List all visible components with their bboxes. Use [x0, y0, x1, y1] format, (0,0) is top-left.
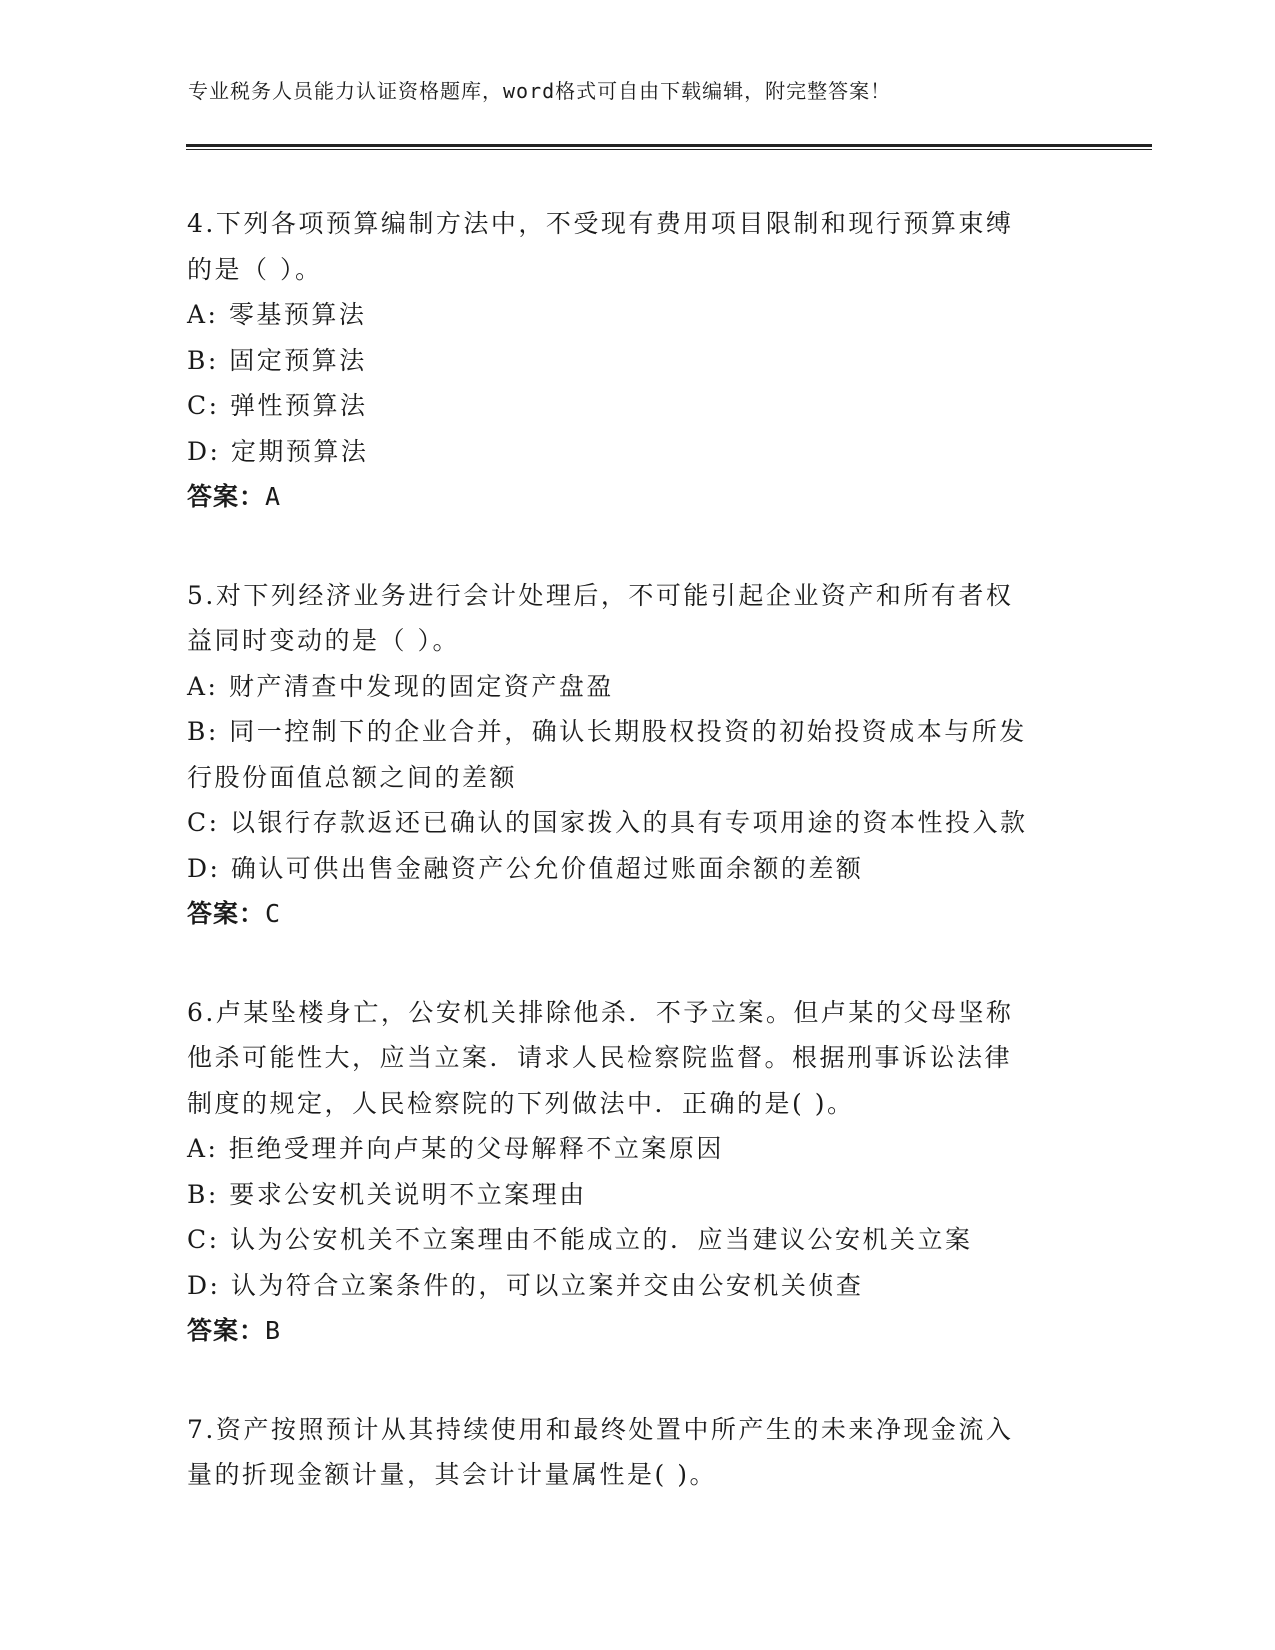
question-4 [187, 201, 1087, 520]
stem-line: 6.卢某坠楼身亡，公安机关排除他杀．不予立案。但卢某的父母坚称 [187, 997, 1014, 1027]
question-stem [187, 201, 1087, 292]
option-b: B: 要求公安机关说明不立案理由 [187, 1179, 587, 1209]
option-c: C: 弹性预算法 [187, 391, 368, 420]
answer-label: 答案： [187, 1316, 266, 1345]
header-rule-thin [186, 149, 1152, 150]
option-d: D: 认为符合立案条件的，可以立案并交由公安机关侦查 [187, 1270, 864, 1300]
answer-label: 答案： [187, 899, 266, 928]
header-rule-thick [186, 144, 1152, 147]
option-c: C: 以银行存款返还已确认的国家拨入的具有专项用途的资本性投入款 [187, 808, 1028, 837]
answer-value: B [265, 1316, 282, 1345]
stem-line: 7.资产按照预计从其持续使用和最终处置中所产生的未来净现金流入 [187, 1414, 1014, 1444]
option-c: C: 认为公安机关不立案理由不能成立的．应当建议公安机关立案 [187, 1225, 973, 1254]
question-7 [187, 1407, 1087, 1498]
stem-line: 制度的规定，人民检察院的下列做法中．正确的是( )。 [187, 1088, 855, 1118]
option-a: A: 财产清查中发现的固定资产盘盈 [187, 671, 614, 701]
option-a: A: 拒绝受理并向卢某的父母解释不立案原因 [187, 1134, 724, 1163]
option-d: D: 定期预算法 [187, 436, 369, 466]
answer-value: C [265, 899, 282, 928]
option-a: A: 零基预算法 [187, 300, 367, 329]
option-b-continued: 行股份面值总额之间的差额 [187, 762, 518, 792]
question-list [187, 201, 1087, 1551]
option-b: B: 同一控制下的企业合并，确认长期股权投资的初始投资成本与所发 [187, 717, 1027, 746]
answer-line [187, 891, 1087, 937]
stem-line: 他杀可能性大，应当立案．请求人民检察院监督。根据刑事诉讼法律 [187, 1043, 1013, 1072]
question-stem [187, 573, 1087, 664]
option-d: D: 确认可供出售金融资产公允价值超过账面余额的差额 [187, 853, 864, 883]
question-stem [187, 990, 1087, 1127]
question-stem [187, 1407, 1087, 1498]
stem-line: 5.对下列经济业务进行会计处理后，不可能引起企业资产和所有者权 [187, 580, 1014, 610]
page-header: 专业税务人员能力认证资格题库，word格式可自由下载编辑，附完整答案！ [188, 79, 892, 103]
question-6 [187, 990, 1087, 1354]
answer-line [187, 474, 1087, 520]
stem-line: 益同时变动的是（ ）。 [187, 626, 460, 655]
question-5 [187, 573, 1087, 937]
stem-line: 量的折现金额计量，其会计计量属性是( )。 [187, 1460, 717, 1489]
stem-line: 4.下列各项预算编制方法中，不受现有费用项目限制和现行预算束缚 [187, 209, 1014, 238]
answer-line [187, 1308, 1087, 1354]
stem-line: 的是（ ）。 [187, 254, 323, 284]
option-b: B: 固定预算法 [187, 345, 367, 375]
answer-value: A [265, 482, 282, 511]
answer-label: 答案： [187, 482, 266, 511]
